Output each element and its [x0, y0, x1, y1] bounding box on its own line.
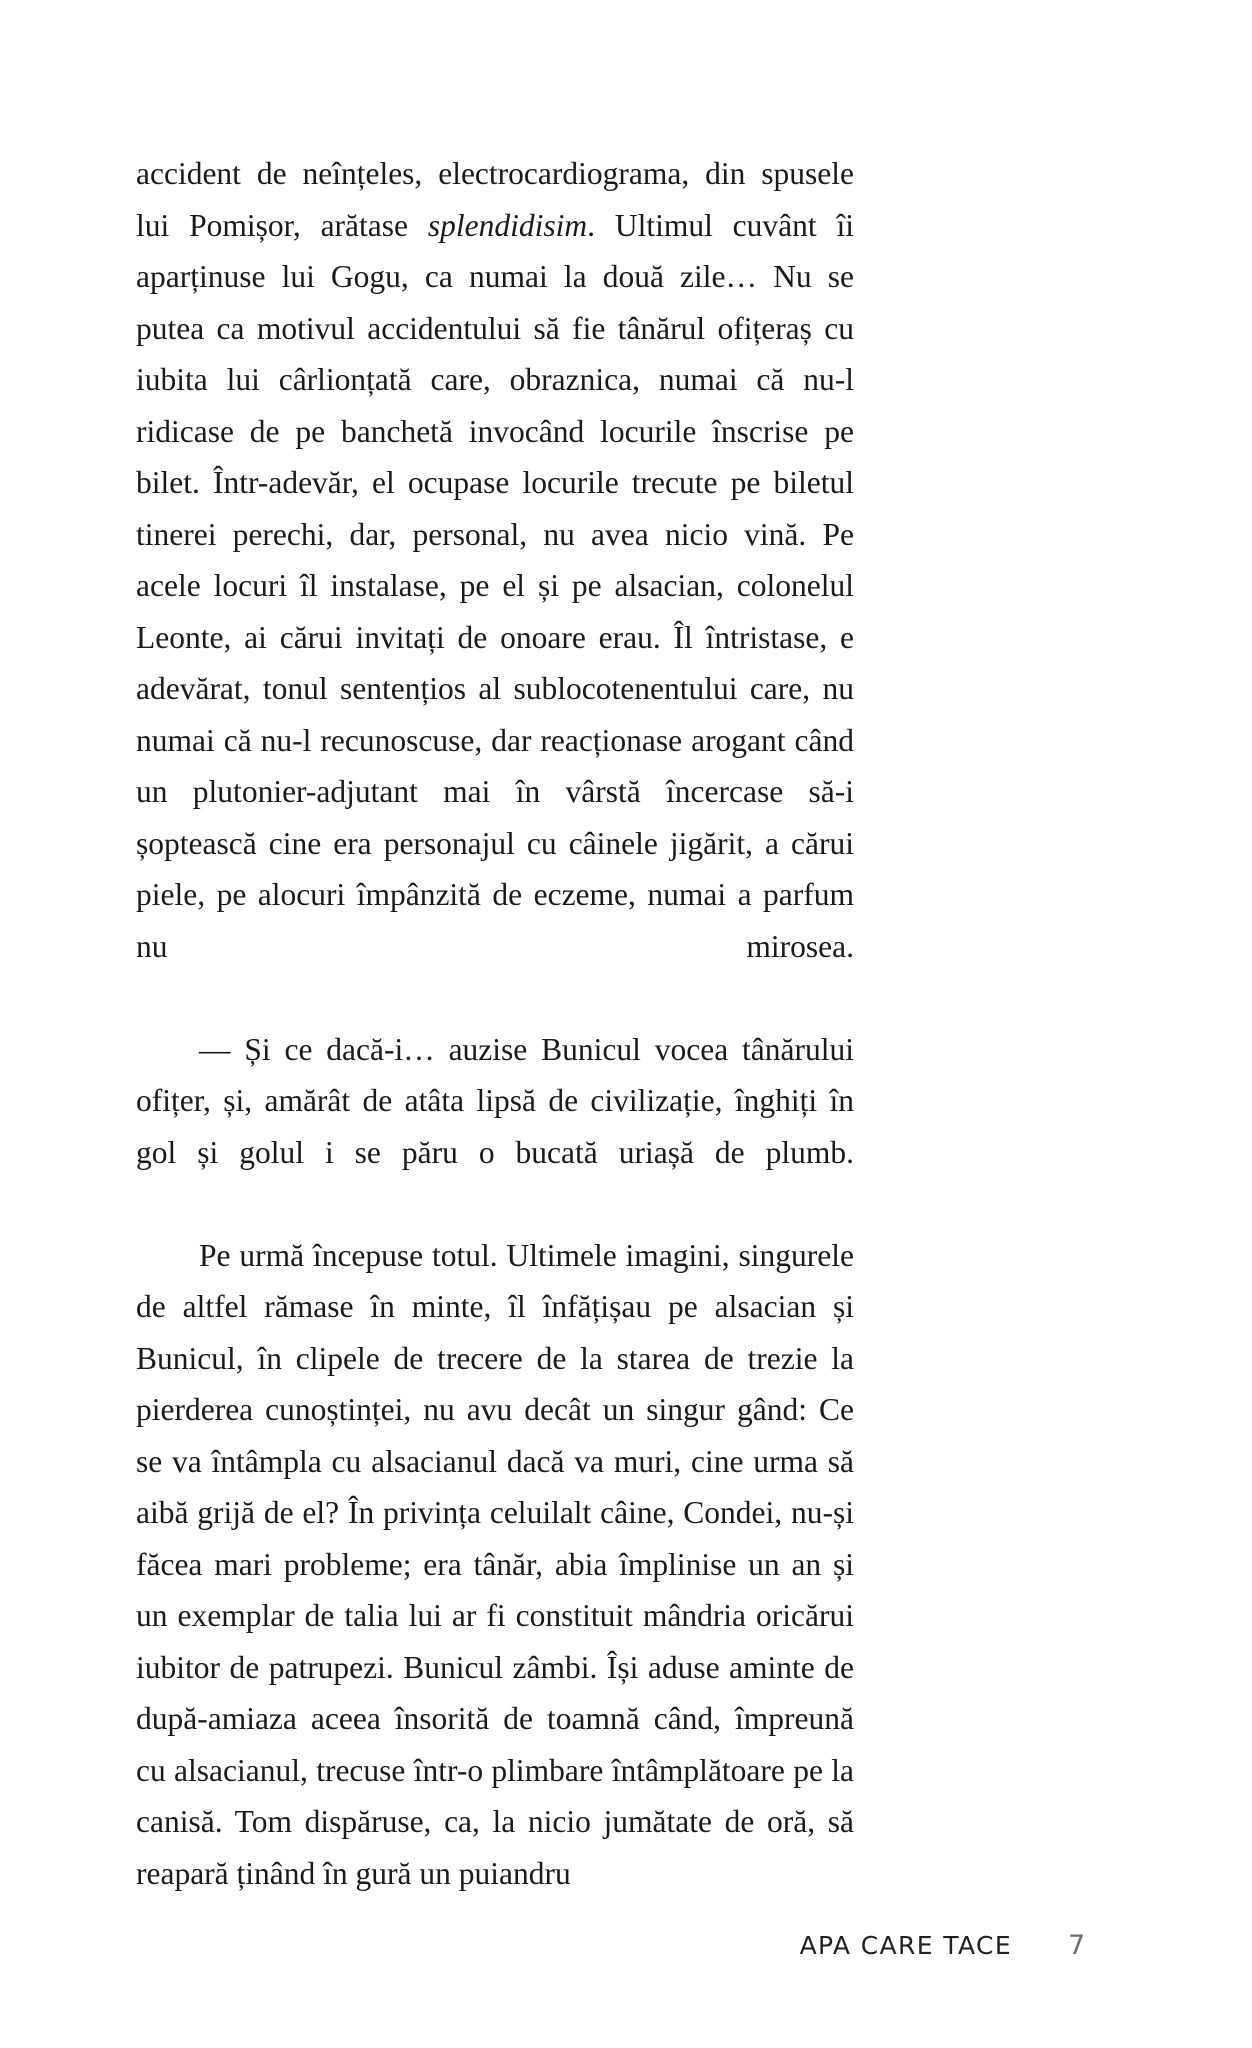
text-run: accident de neînțeles, electrocardiograma, din spusele lui Pomișor, arătase — [136, 156, 854, 243]
paragraph-1 — [136, 148, 854, 1024]
paragraph-3 — [136, 1230, 854, 1900]
text-run: — Și ce dacă-i… auzise Bunicul vocea tânărului ofițer, și, amărât de atâta lipsă de civilizație, înghiți în gol și golul i se păru o bucată uriașă de plumb. — [136, 1031, 854, 1170]
italic-phrase: splendidisim — [427, 207, 588, 243]
text-run: . Ultimul cuvânt îi aparținuse lui Gogu, ca numai la două zile… Nu se putea ca motivul accidentului să fie tânărul ofițeraș cu iubita lui cârlionțată care, obraznica, numai că nu-l ridicase de pe banchetă invocând locurile înscrise pe bilet. Într-adevăr, el ocupase locurile trecute pe biletul tinerei perechi, dar, personal, nu avea nicio vină. Pe acele locuri îl instalase, pe el și pe alsacian, colonelul Leonte, ai cărui invitați de onoare erau. Îl întristase, e adevărat, tonul sentențios al sublocotenentului care, nu numai că nu-l recunoscuse, dar reacționase arogant când un plutonier-adjutant mai în vârstă încercase să-i șoptească cine era personajul cu câinele jigărit, a cărui piele, pe alocuri împânzită de eczeme, numai a parfum nu mirosea. — [136, 207, 854, 964]
paragraph-2 — [136, 1024, 854, 1230]
page-number: 7 — [1068, 1930, 1086, 1961]
page-body-text — [136, 148, 854, 1899]
text-run: Pe urmă începuse totul. Ultimele imagini, singurele de altfel rămase în minte, îl înfățișau pe alsacian și Bunicul, în clipele de trecere de la starea de trezie la pierderea cunoștinței, nu avu decât un singur gând: Ce se va întâmpla cu alsacianul dacă va muri, cine urma să aibă grijă de el? În privința celuilalt câine, Condei, nu-și făcea mari probleme; era tânăr, abia împlinise un an și un exemplar de talia lui ar fi constituit mândria oricărui iubitor de patrupezi. Bunicul zâmbi. Își aduse aminte de după-amiaza aceea însorită de toamnă când, împreună cu alsacianul, trecuse într-o plimbare întâmplătoare pe la canisă. Tom dispăruse, ca, la nicio jumătate de oră, să reapară ținând în gură un puiandru — [136, 1237, 854, 1891]
running-title: APA CARE TACE — [799, 1931, 1012, 1960]
page-footer — [136, 1930, 1096, 1976]
